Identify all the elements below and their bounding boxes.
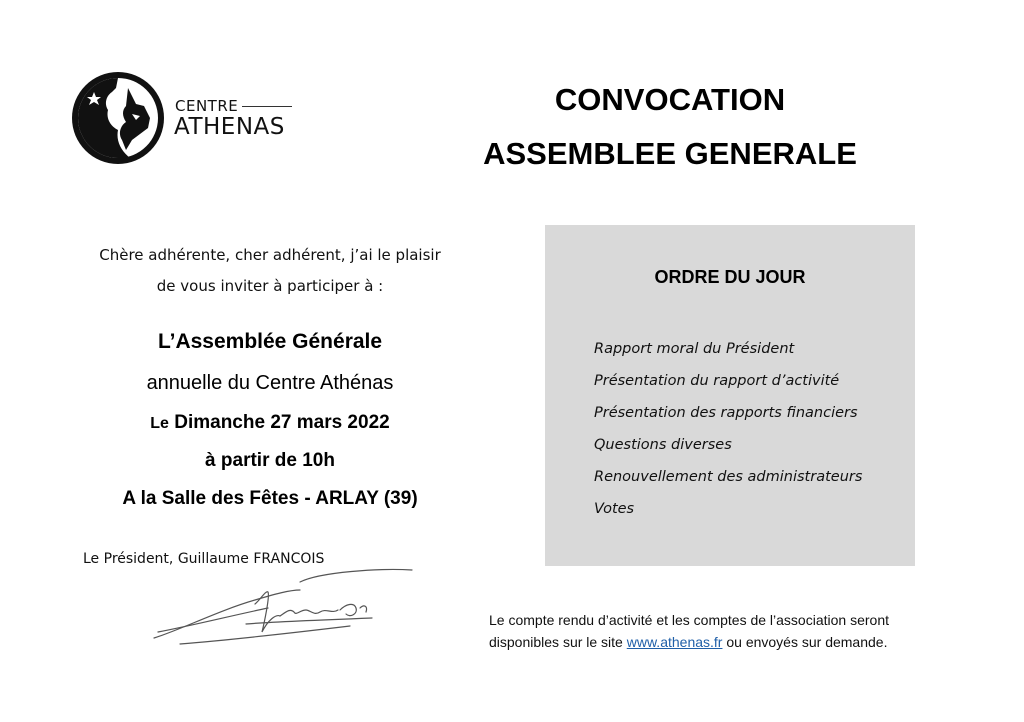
agenda-item: Votes	[594, 501, 635, 517]
invitation-intro	[60, 240, 480, 302]
event-time: à partir de 10h	[205, 450, 335, 471]
event-subtitle: annuelle du Centre Athénas	[146, 372, 394, 394]
intro-line-1: Chère adhérente, cher adhérent, j’ai le plaisir	[99, 246, 441, 264]
note-line-1: Le compte rendu d’activité et les comptes de l’association seront	[489, 612, 889, 628]
note-line-2	[489, 631, 989, 653]
event-title: L’Assemblée Générale	[157, 330, 383, 353]
agenda-item: Renouvellement des administrateurs	[594, 469, 863, 485]
page-title-convocation: CONVOCATION	[554, 82, 786, 117]
note-line-2-start: disponibles sur le site	[489, 634, 627, 650]
agenda-item: Questions diverses	[594, 437, 732, 453]
lynx-logo-icon	[70, 70, 166, 166]
note-line-2-end: ou envoyés sur demande.	[722, 634, 888, 650]
event-place: A la Salle des Fêtes - ARLAY (39)	[122, 488, 418, 509]
agenda-box	[545, 225, 915, 566]
page-title-assemblee: ASSEMBLEE GENERALE	[483, 136, 857, 171]
logo-text-athenas: ATHENAS	[174, 114, 285, 140]
footer-note	[489, 609, 989, 653]
signer-name: Le Président, Guillaume FRANCOIS	[83, 551, 325, 567]
agenda-item: Présentation des rapports financiers	[594, 405, 858, 421]
athenas-website-link[interactable]: www.athenas.fr	[626, 634, 723, 650]
event-date-prefix: Le	[150, 415, 169, 432]
agenda-title: ORDRE DU JOUR	[654, 267, 806, 287]
event-date	[60, 412, 480, 434]
logo-text-centre: CENTRE	[175, 97, 239, 115]
handwritten-signature	[150, 560, 420, 650]
agenda-item: Rapport moral du Président	[594, 341, 795, 357]
logo-divider	[242, 106, 292, 107]
event-date-value: Dimanche 27 mars 2022	[174, 412, 390, 433]
intro-line-2: de vous inviter à participer à :	[156, 277, 384, 295]
centre-athenas-logo	[70, 70, 310, 170]
agenda-list	[594, 333, 862, 525]
agenda-item: Présentation du rapport d’activité	[594, 373, 840, 389]
